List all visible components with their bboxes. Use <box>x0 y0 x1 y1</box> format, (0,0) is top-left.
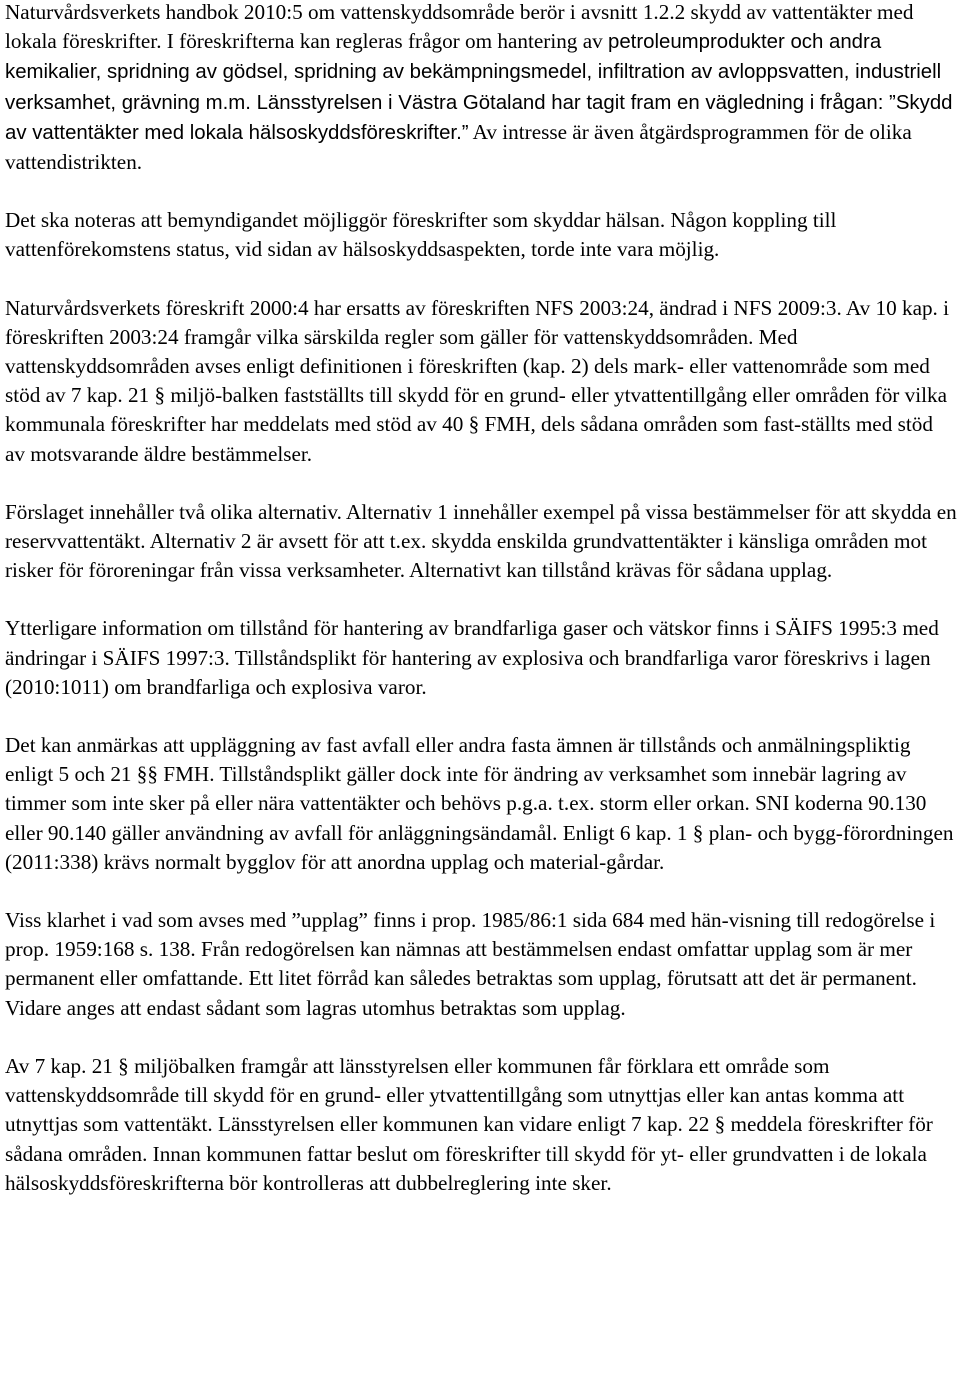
paragraph <box>5 498 958 586</box>
paragraph <box>5 294 958 469</box>
text-run: Det kan anmärkas att uppläggning av fast avfall eller andra fasta ämnen är tillstånds och anmälningspliktig enligt 5 och 21 §§ FMH. Tillståndsplikt gäller dock inte för ändring av verksamhet som innebär lagring av timmer som inte sker på eller nära vattentäkter och behövs p.g.a. t.ex. storm eller orkan. SNI koderna 90.130 eller 90.140 gäller användning av avfall för anläggningsändamål. Enligt 6 kap. 1 § plan- och bygg-förordningen (2011:338) krävs normalt bygglov för att anordna upplag och material-gårdar. <box>5 733 954 874</box>
text-run: Viss klarhet i vad som avses med ”upplag” finns i prop. 1985/86:1 sida 684 med hän-visning till redogörelse i prop. 1959:168 s. 138. Från redogörelsen kan nämnas att bestämmelsen endast omfattar upplag som är mer permanent eller omfattande. Ett litet förråd kan således betraktas som upplag, förutsatt att det är permanent. Vidare anges att endast sådant som lagras utomhus betraktas som upplag. <box>5 908 936 1020</box>
text-run: Det ska noteras att bemyndigandet möjliggör föreskrifter som skyddar hälsan. Någon koppling till vattenförekomstens status, vid sidan av hälsoskyddsaspekten, torde inte vara möjlig. <box>5 208 837 262</box>
paragraph <box>5 906 958 1023</box>
text-run: petroleumprodukter och andra kemikalier, spridning av gödsel, spridning av bekämpningsmedel, infiltration av avloppsvatten, industriell verksamhet, grävning m.m. Länsstyrelsen i Västra Götaland har tagit fram en vägledning i frågan: ”Skydd av vattentäkter med lokala hälsoskyddsföreskrifter.” <box>5 31 953 144</box>
text-run: Ytterligare information om tillstånd för hantering av brandfarliga gaser och vätskor finns i SÄIFS 1995:3 med ändringar i SÄIFS 1997:3. Tillståndsplikt för hantering av explosiva och brandfarliga varor föreskrivs i lagen (2010:1011) om brandfarliga och explosiva varor. <box>5 616 939 699</box>
text-run: Av intresse är även åtgärdsprogrammen för de olika vattendistrikten. <box>5 119 912 175</box>
paragraph <box>5 206 958 264</box>
text-run: Naturvårdsverkets föreskrift 2000:4 har ersatts av föreskriften NFS 2003:24, ändrad i NFS 2009:3. Av 10 kap. i föreskriften 2003:24 framgår vilka särskilda regler som gäller för vattenskyddsområden. Med vattenskyddsområden avses enligt definitionen i föreskriften (kap. 2) dels mark- eller vattenområde som med stöd av 7 kap. 21 § miljö-balken fastställts till skydd för en grund- eller ytvattentillgång eller områden för vilka kommunala föreskrifter har meddelats med stöd av 40 § FMH, dels sådana områden som fast-ställts med stöd av motsvarande äldre bestämmelser. <box>5 295 950 466</box>
text-run: Naturvårdsverkets handbok 2010:5 om vattenskyddsområde berör i avsnitt 1.2.2 skydd av vattentäkter med lokala föreskrifter. I föreskrifterna kan regleras frågor om hantering av <box>5 0 914 54</box>
paragraph <box>5 731 958 877</box>
document-page <box>5 0 958 1198</box>
paragraph <box>5 1052 958 1198</box>
paragraph <box>5 614 958 702</box>
paragraph <box>5 0 958 177</box>
text-run: Förslaget innehåller två olika alternativ. Alternativ 1 innehåller exempel på vissa bestämmelser för att skydda en reservvattentäkt. Alternativ 2 är avsett för att t.ex. skydda enskilda grundvattentäkter i känsliga områden mot risker för föroreningar från vissa verksamheter. Alternativt kan tillstånd krävas för sådana upplag. <box>5 499 957 583</box>
text-run: Av 7 kap. 21 § miljöbalken framgår att länsstyrelsen eller kommunen får förklara ett område som vattenskyddsområde till skydd för en grund- eller ytvattentillgång som utnyttjas eller kan antas komma att utnyttjas som vattentäkt. Länsstyrelsen eller kommunen kan vidare enligt 7 kap. 22 § meddela föreskrifter för sådana områden. Innan kommunen fattar beslut om föreskrifter till skydd för yt- eller grundvatten i de lokala hälsoskyddsföreskrifterna bör kontrolleras att dubbelreglering inte sker. <box>5 1053 933 1195</box>
